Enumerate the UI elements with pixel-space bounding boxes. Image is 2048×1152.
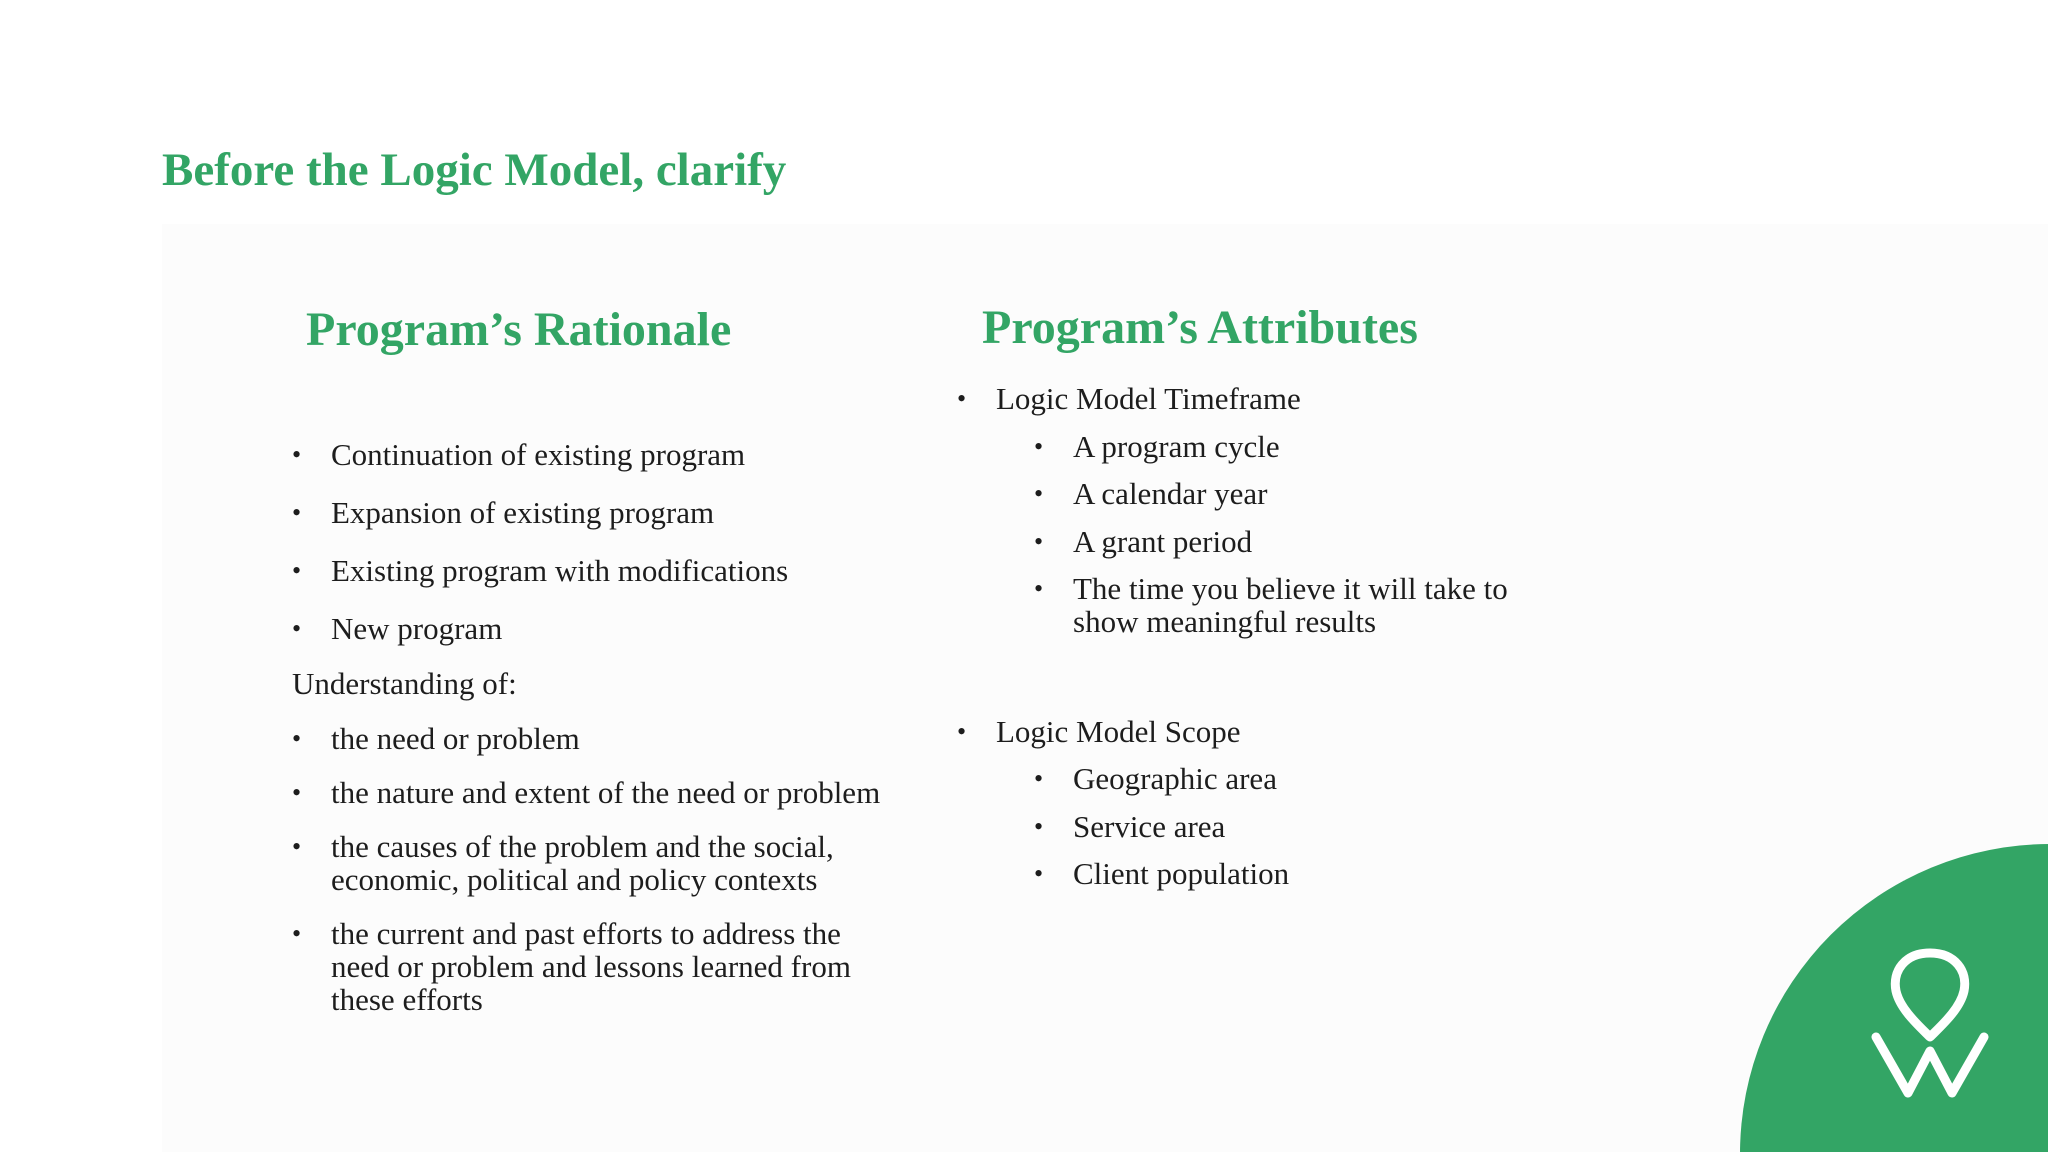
- slide-title: Before the Logic Model, clarify: [162, 144, 787, 196]
- bullet: •: [957, 384, 967, 413]
- bullet: •: [1034, 527, 1044, 556]
- bullet: •: [292, 919, 302, 948]
- list-item-text: the need or problem: [331, 721, 580, 756]
- list-item-text: Client population: [1073, 856, 1290, 891]
- sub-list-item: [1034, 477, 1268, 510]
- list-item-text: Service area: [1073, 809, 1226, 844]
- list-item: [292, 917, 851, 1016]
- list-item-text: A grant period: [1073, 524, 1253, 559]
- list-item: [292, 776, 880, 809]
- group-label: Logic Model Scope: [996, 714, 1241, 749]
- list-item-text: need or problem and lessons learned from: [331, 949, 851, 984]
- list-item-text: A calendar year: [1073, 476, 1268, 511]
- sub-list-item: [1034, 525, 1252, 558]
- list-item-text: A program cycle: [1073, 429, 1280, 464]
- list-item: [292, 612, 502, 645]
- bullet: •: [957, 717, 967, 746]
- list-item-text: the causes of the problem and the social,: [331, 829, 834, 864]
- list-item: [292, 496, 714, 529]
- bullet: •: [1034, 432, 1044, 461]
- bullet: •: [1034, 574, 1044, 603]
- list-item-text: Continuation of existing program: [331, 437, 746, 472]
- list-item-text: Existing program with modifications: [331, 553, 789, 588]
- rationale-heading: Program’s Rationale: [306, 303, 732, 356]
- bullet: •: [292, 724, 302, 753]
- list-item-text: these efforts: [331, 982, 483, 1017]
- bullet: •: [292, 440, 302, 469]
- list-item-text: the current and past efforts to address the: [331, 916, 841, 951]
- list-item-text: the nature and extent of the need or problem: [331, 775, 881, 810]
- list-item-text: economic, political and policy contexts: [331, 862, 818, 897]
- list-item-text: New program: [331, 611, 503, 646]
- sub-list-item: [1034, 810, 1225, 843]
- sub-list-item: [1034, 430, 1280, 463]
- list-item: [292, 438, 745, 471]
- list-item: [292, 554, 788, 587]
- list-item-text: The time you believe it will take to: [1073, 571, 1508, 606]
- bullet: •: [292, 614, 302, 643]
- bullet: •: [1034, 812, 1044, 841]
- group-label: Logic Model Timeframe: [996, 381, 1301, 416]
- sub-list-item: [1034, 857, 1289, 890]
- bullet: •: [1034, 479, 1044, 508]
- bullet: •: [292, 832, 302, 861]
- bullet: •: [292, 556, 302, 585]
- list-item: [957, 382, 1301, 415]
- sub-list-item: [1034, 572, 1508, 638]
- list-item: [957, 715, 1241, 748]
- attributes-heading: Program’s Attributes: [982, 301, 1418, 354]
- list-item: [292, 830, 834, 896]
- understanding-subheading: Understanding of:: [292, 666, 517, 701]
- bullet: •: [292, 778, 302, 807]
- list-item-text: show meaningful results: [1073, 604, 1377, 639]
- location-pin-w-logo-icon: [1870, 945, 1990, 1100]
- list-item: [292, 722, 580, 755]
- bullet: •: [1034, 764, 1044, 793]
- list-item-text: Expansion of existing program: [331, 495, 715, 530]
- bullet: •: [292, 498, 302, 527]
- list-item-text: Geographic area: [1073, 761, 1277, 796]
- bullet: •: [1034, 859, 1044, 888]
- sub-list-item: [1034, 762, 1277, 795]
